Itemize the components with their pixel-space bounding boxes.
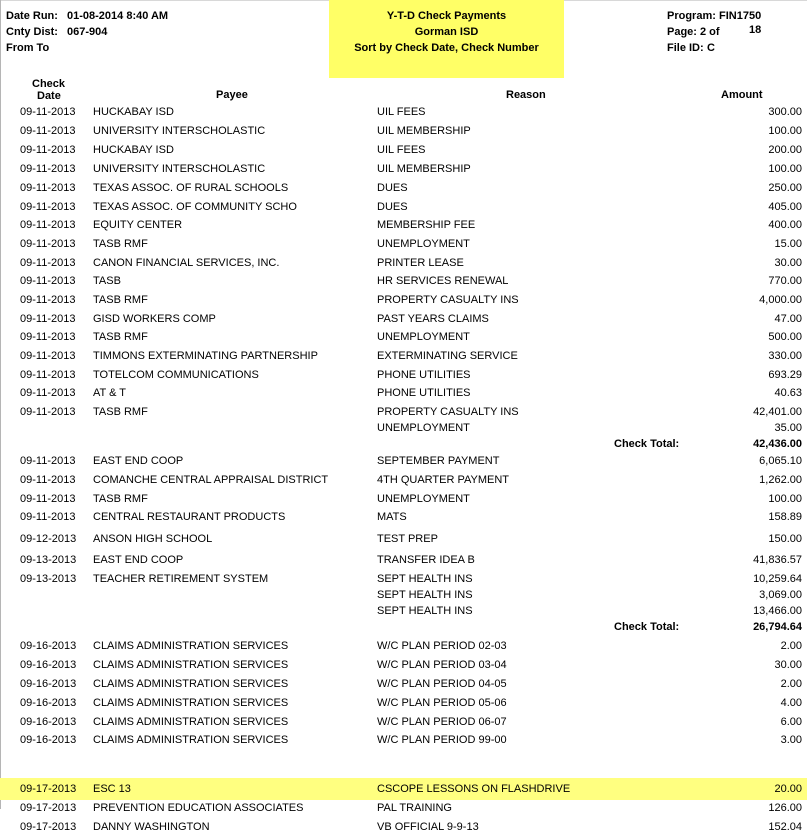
check-date-cell: 09-13-2013	[20, 554, 77, 566]
payee-cell: TASB RMF	[93, 238, 148, 250]
table-row	[0, 404, 807, 421]
reason-cell: UNEMPLOYMENT	[377, 493, 470, 505]
amount-cell: 15.00	[774, 238, 802, 250]
amount-cell: 693.29	[768, 369, 802, 381]
check-date-cell: 09-11-2013	[20, 238, 76, 250]
check-date-cell: 09-16-2013	[20, 678, 77, 690]
payee-cell: ESC 13	[93, 783, 131, 795]
check-date-cell: 09-11-2013	[20, 257, 76, 269]
reason-cell: MATS	[377, 511, 407, 523]
file-id-value: C	[707, 42, 715, 54]
reason-cell: CSCOPE LESSONS ON FLASHDRIVE	[377, 783, 571, 795]
reason-cell: PRINTER LEASE	[377, 257, 464, 269]
reason-cell: UIL FEES	[377, 144, 426, 156]
amount-cell: 405.00	[768, 201, 802, 213]
check-date-cell: 09-11-2013	[20, 474, 76, 486]
check-date-cell: 09-11-2013	[20, 455, 76, 467]
amount-cell: 300.00	[768, 106, 802, 118]
file-id-label: File ID:	[667, 42, 704, 54]
reason-cell: SEPT HEALTH INS	[377, 589, 473, 601]
table-row	[0, 180, 807, 197]
reason-cell: PAST YEARS CLAIMS	[377, 313, 489, 325]
check-date-cell: 09-11-2013	[20, 406, 76, 418]
payee-cell: AT & T	[93, 387, 127, 399]
payee-cell: PREVENTION EDUCATION ASSOCIATES	[93, 802, 304, 814]
amount-cell: 35.00	[774, 422, 802, 434]
table-row	[0, 255, 807, 272]
amount-cell: 47.00	[774, 313, 802, 325]
check-total-amount: 26,794.64	[753, 621, 802, 633]
payee-cell: EAST END COOP	[93, 455, 184, 467]
amount-cell: 2.00	[780, 678, 802, 690]
reason-cell: EXTERMINATING SERVICE	[377, 350, 518, 362]
amount-cell: 100.00	[768, 493, 802, 505]
payee-cell: CLAIMS ADMINISTRATION SERVICES	[93, 697, 289, 709]
table-row	[0, 732, 807, 749]
amount-cell: 150.00	[768, 533, 802, 545]
amount-cell: 100.00	[768, 125, 802, 137]
check-date-cell: 09-11-2013	[20, 219, 76, 231]
reason-cell: W/C PLAN PERIOD 06-07	[377, 716, 507, 728]
check-date-cell: 09-11-2013	[20, 201, 76, 213]
check-date-cell: 09-11-2013	[20, 294, 76, 306]
amount-cell: 2.00	[780, 640, 802, 652]
amount-cell: 152.04	[768, 821, 802, 833]
reason-cell: UNEMPLOYMENT	[377, 422, 470, 434]
reason-cell: PHONE UTILITIES	[377, 369, 471, 381]
table-row	[0, 367, 807, 384]
amount-cell: 6.00	[780, 716, 802, 728]
amount-cell: 250.00	[768, 182, 802, 194]
program-label: Program:	[667, 10, 716, 22]
check-date-cell: 09-11-2013	[20, 313, 76, 325]
reason-cell: VB OFFICIAL 9-9-13	[377, 821, 479, 833]
payee-cell: CENTRAL RESTAURANT PRODUCTS	[93, 511, 286, 523]
amount-cell: 41,836.57	[753, 554, 802, 566]
amount-cell: 158.89	[768, 511, 802, 523]
check-date-cell: 09-11-2013	[20, 182, 76, 194]
check-date-cell: 09-11-2013	[20, 350, 76, 362]
amount-cell: 42,401.00	[753, 406, 802, 418]
payee-cell: CLAIMS ADMINISTRATION SERVICES	[93, 716, 289, 728]
page-count: 18	[749, 24, 762, 36]
cnty-dist-label: Cnty Dist:	[6, 26, 58, 38]
check-date-cell: 09-11-2013	[20, 275, 76, 287]
payee-cell: HUCKABAY ISD	[93, 144, 174, 156]
table-row	[0, 273, 807, 290]
from-to-label: From To	[6, 42, 50, 54]
table-row	[0, 676, 807, 693]
amount-cell: 3.00	[780, 734, 802, 746]
payee-cell: TIMMONS EXTERMINATING PARTNERSHIP	[93, 350, 318, 362]
table-row	[0, 142, 807, 159]
table-row	[0, 695, 807, 712]
report-header	[0, 0, 807, 80]
amount-cell: 200.00	[768, 144, 802, 156]
reason-cell: UNEMPLOYMENT	[377, 331, 470, 343]
payee-cell: TASB RMF	[93, 406, 148, 418]
reason-cell: W/C PLAN PERIOD 05-06	[377, 697, 507, 709]
table-row	[0, 509, 807, 526]
reason-cell: TRANSFER IDEA B	[377, 554, 475, 566]
amount-cell: 1,262.00	[759, 474, 802, 486]
table-row	[0, 348, 807, 365]
check-date-cell: 09-11-2013	[20, 387, 76, 399]
table-row	[0, 571, 807, 588]
check-date-cell: 09-11-2013	[20, 144, 76, 156]
highlighted-table-row	[0, 778, 807, 800]
payee-cell: HUCKABAY ISD	[93, 106, 174, 118]
column-header-check: Check	[32, 78, 66, 90]
reason-cell: UNEMPLOYMENT	[377, 238, 470, 250]
table-row	[0, 819, 807, 836]
reason-cell: SEPT HEALTH INS	[377, 605, 473, 617]
amount-cell: 400.00	[768, 219, 802, 231]
table-row	[0, 199, 807, 216]
payee-cell: TASB RMF	[93, 493, 148, 505]
payee-cell: TASB RMF	[93, 294, 148, 306]
check-date-cell: 09-13-2013	[20, 573, 77, 585]
report-title: Y-T-D Check Payments	[386, 10, 507, 22]
check-date-cell: 09-11-2013	[20, 493, 76, 505]
amount-cell: 4,000.00	[759, 294, 802, 306]
table-row	[0, 491, 807, 508]
reason-cell: PHONE UTILITIES	[377, 387, 471, 399]
amount-cell: 126.00	[768, 802, 802, 814]
column-header-date: Date	[37, 90, 61, 102]
table-row	[0, 638, 807, 655]
payee-cell: UNIVERSITY INTERSCHOLASTIC	[93, 163, 266, 175]
reason-cell: DUES	[377, 201, 408, 213]
check-date-cell: 09-16-2013	[20, 734, 77, 746]
reason-cell: MEMBERSHIP FEE	[377, 219, 476, 231]
reason-cell: PAL TRAINING	[377, 802, 452, 814]
table-row	[0, 329, 807, 346]
amount-cell: 500.00	[768, 331, 802, 343]
amount-cell: 4.00	[780, 697, 802, 709]
check-total-label: Check Total:	[614, 621, 680, 633]
reason-cell: UIL MEMBERSHIP	[377, 163, 471, 175]
check-date-cell: 09-12-2013	[20, 533, 77, 545]
payee-cell: TOTELCOM COMMUNICATIONS	[93, 369, 259, 381]
column-header-reason: Reason	[506, 89, 546, 101]
table-row	[0, 552, 807, 569]
check-date-cell: 09-11-2013	[20, 511, 76, 523]
table-row	[0, 161, 807, 178]
table-row	[0, 453, 807, 470]
reason-cell: HR SERVICES RENEWAL	[377, 275, 509, 287]
reason-cell: UIL MEMBERSHIP	[377, 125, 471, 137]
reason-cell: PROPERTY CASUALTY INS	[377, 406, 519, 418]
check-date-cell: 09-16-2013	[20, 659, 77, 671]
payee-cell: CLAIMS ADMINISTRATION SERVICES	[93, 678, 289, 690]
reason-cell: W/C PLAN PERIOD 02-03	[377, 640, 507, 652]
amount-cell: 10,259.64	[753, 573, 802, 585]
column-header-amount: Amount	[721, 89, 763, 101]
payee-cell: CANON FINANCIAL SERVICES, INC.	[93, 257, 280, 269]
cnty-dist-value: 067-904	[67, 26, 108, 38]
check-date-cell: 09-11-2013	[20, 125, 76, 137]
table-row	[0, 292, 807, 309]
check-date-cell: 09-17-2013	[20, 783, 77, 795]
reason-cell: SEPT HEALTH INS	[377, 573, 473, 585]
sort-order: Sort by Check Date, Check Number	[354, 42, 539, 54]
payee-cell: ANSON HIGH SCHOOL	[93, 533, 213, 545]
payee-cell: TASB RMF	[93, 331, 148, 343]
amount-cell: 30.00	[774, 659, 802, 671]
payee-cell: DANNY WASHINGTON	[93, 821, 210, 833]
table-row	[0, 104, 807, 121]
payee-cell: EAST END COOP	[93, 554, 184, 566]
page-label: Page: 2 of	[667, 26, 720, 38]
reason-cell: 4TH QUARTER PAYMENT	[377, 474, 510, 486]
table-row	[0, 236, 807, 253]
reason-cell: PROPERTY CASUALTY INS	[377, 294, 519, 306]
table-row	[0, 123, 807, 140]
amount-cell: 100.00	[768, 163, 802, 175]
check-date-cell: 09-16-2013	[20, 716, 77, 728]
program-value: FIN1750	[719, 10, 762, 22]
reason-cell: W/C PLAN PERIOD 03-04	[377, 659, 507, 671]
table-row	[0, 714, 807, 731]
check-total-label: Check Total:	[614, 438, 680, 450]
reason-cell: TEST PREP	[377, 533, 438, 545]
check-date-cell: 09-16-2013	[20, 697, 77, 709]
table-row	[0, 420, 807, 437]
district-name: Gorman ISD	[414, 26, 479, 38]
payee-cell: TEXAS ASSOC. OF COMMUNITY SCHO	[93, 201, 297, 213]
check-date-cell: 09-11-2013	[20, 106, 76, 118]
reason-cell: W/C PLAN PERIOD 99-00	[377, 734, 507, 746]
column-header-payee: Payee	[216, 89, 248, 101]
payee-cell: CLAIMS ADMINISTRATION SERVICES	[93, 640, 289, 652]
check-date-cell: 09-16-2013	[20, 640, 77, 652]
amount-cell: 6,065.10	[759, 455, 802, 467]
check-date-cell: 09-11-2013	[20, 163, 76, 175]
table-row	[0, 472, 807, 489]
table-row	[0, 531, 807, 548]
amount-cell: 30.00	[774, 257, 802, 269]
table-row	[0, 311, 807, 328]
date-run-label: Date Run:	[6, 10, 58, 22]
check-date-cell: 09-17-2013	[20, 821, 77, 833]
payee-cell: EQUITY CENTER	[93, 219, 183, 231]
payee-cell: TASB	[93, 275, 121, 287]
check-date-cell: 09-11-2013	[20, 331, 76, 343]
payee-cell: CLAIMS ADMINISTRATION SERVICES	[93, 734, 289, 746]
payee-cell: GISD WORKERS COMP	[93, 313, 216, 325]
check-date-cell: 09-11-2013	[20, 369, 76, 381]
amount-cell: 13,466.00	[753, 605, 802, 617]
amount-cell: 330.00	[768, 350, 802, 362]
amount-cell: 20.00	[774, 783, 802, 795]
table-row	[0, 603, 807, 620]
payee-cell: TEXAS ASSOC. OF RURAL SCHOOLS	[93, 182, 289, 194]
payee-cell: COMANCHE CENTRAL APPRAISAL DISTRICT	[93, 474, 329, 486]
payee-cell: TEACHER RETIREMENT SYSTEM	[93, 573, 269, 585]
reason-cell: DUES	[377, 182, 408, 194]
table-row	[0, 217, 807, 234]
amount-cell: 40.63	[774, 387, 802, 399]
date-run-value: 01-08-2014 8:40 AM	[67, 10, 169, 22]
table-row	[0, 657, 807, 674]
amount-cell: 3,069.00	[759, 589, 802, 601]
table-row	[0, 587, 807, 604]
reason-cell: SEPTEMBER PAYMENT	[377, 455, 500, 467]
payee-cell: UNIVERSITY INTERSCHOLASTIC	[93, 125, 266, 137]
amount-cell: 770.00	[768, 275, 802, 287]
payee-cell: CLAIMS ADMINISTRATION SERVICES	[93, 659, 289, 671]
reason-cell: W/C PLAN PERIOD 04-05	[377, 678, 507, 690]
reason-cell: UIL FEES	[377, 106, 426, 118]
table-row	[0, 385, 807, 402]
check-total-amount: 42,436.00	[753, 438, 802, 450]
check-date-cell: 09-17-2013	[20, 802, 77, 814]
